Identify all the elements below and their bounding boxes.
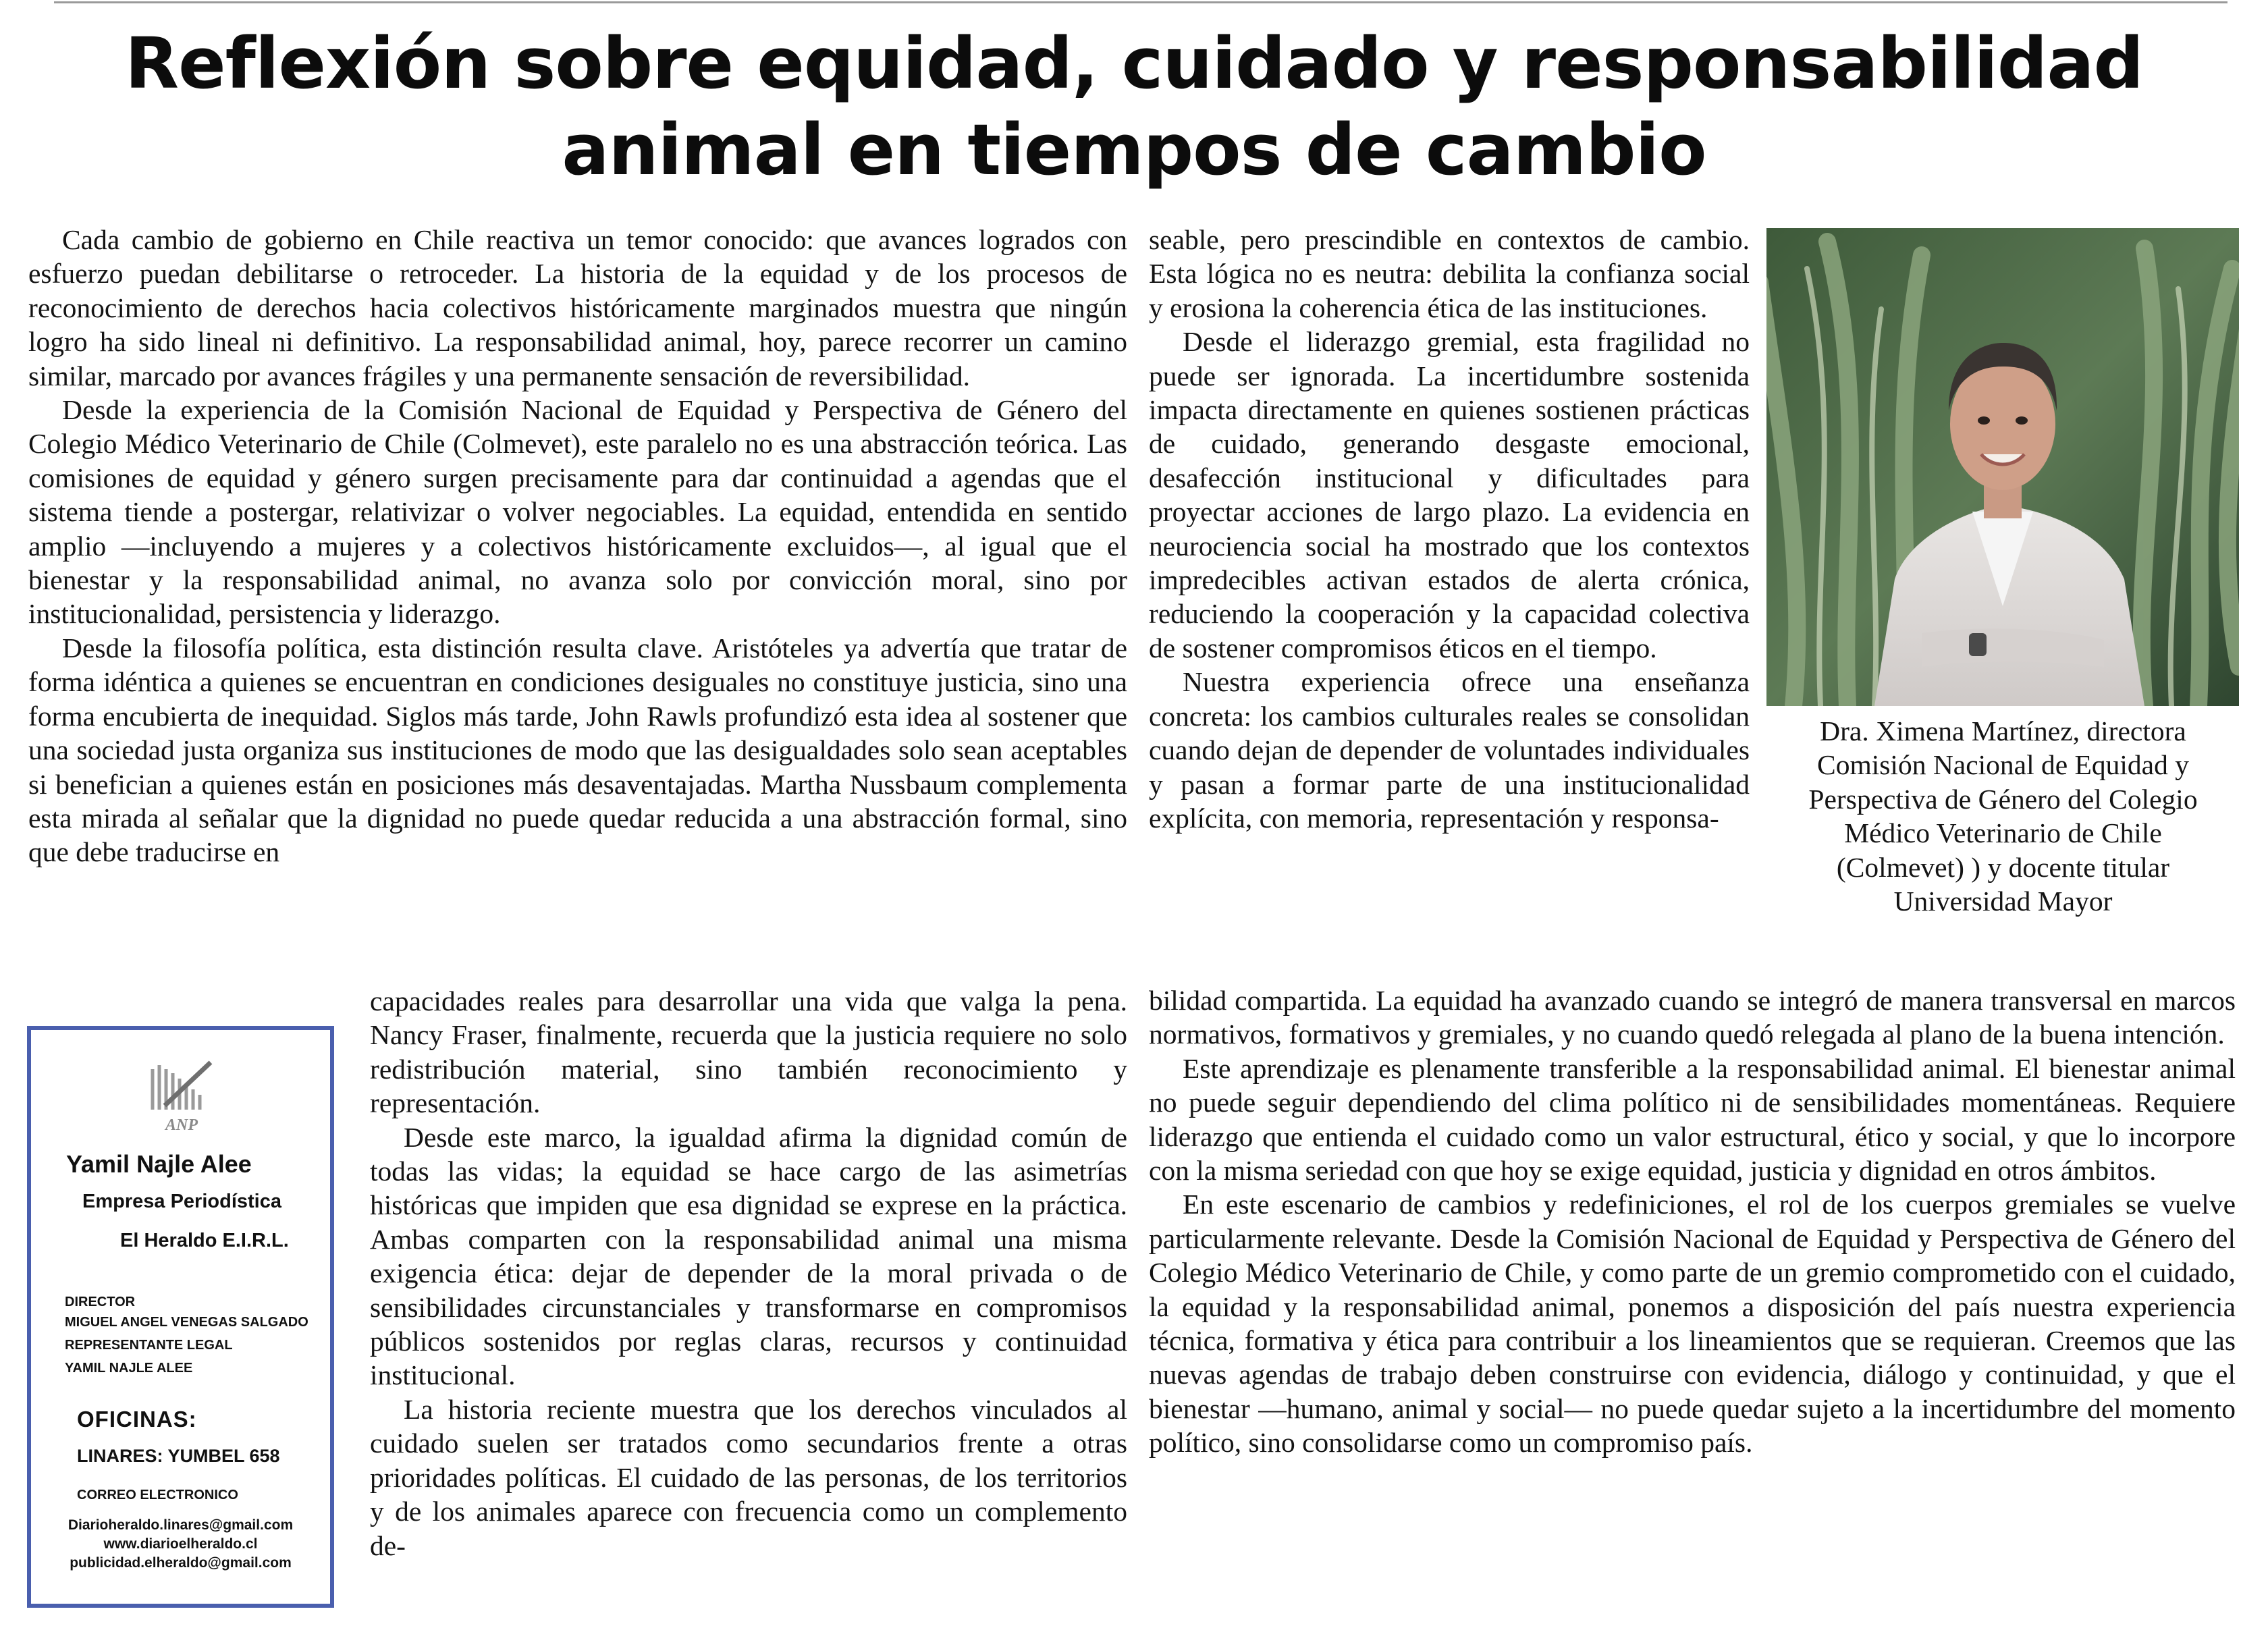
- company-name: Empresa Periodística: [82, 1191, 281, 1212]
- legal-rep-name: YAMIL NAJLE ALEE: [65, 1361, 193, 1376]
- portrait-illustration: [1766, 228, 2239, 706]
- article-paragraph: Desde el liderazgo gremial, esta fragilidad no puede ser ignorada. La incertidumbre sostenida impacta directamente en quienes sostienen prácticas de cuidado, generando desgaste emocional, desafección institucional y dificultades para proyectar acciones de largo plazo. La evidencia en neurociencia social ha mostrado que los contextos impredecibles activan estados de alerta crónica, reduciendo la cooperación y la capacidad colectiva de sostener compromisos éticos en el tiempo.: [1149, 326, 1750, 663]
- article-paragraph: En este escenario de cambios y redefiniciones, el rol de los cuerpos gremiales se vuelve particularmente relevante. Desde la Comisión Nacional de Equidad y Perspectiva de Género del Colegio Médico Veterinario de Chile, y como parte de un gremio comprometido con el cuidado, la equidad y la responsabilidad animal, ponemos a disposición del país nuestra experiencia técnica, formativa y ética para contribuir a los lineamientos que se requieran. Creemos que las nuevas agendas de trabajo deben construirse con evidencia, diálogo y continuidad, y que el bienestar —humano, animal y social— no puede quedar sujeto a la incertidumbre del momento político, sino consolidarse como un compromiso país.: [1149, 1189, 2236, 1459]
- owner-name: Yamil Najle Alee: [66, 1150, 252, 1178]
- article-column-3: [1149, 983, 2236, 1460]
- article-paragraph: Nuestra experiencia ofrece una enseñanza concreta: los cambios culturales reales se consolidan cuando dejan de depender de voluntades individuales y pasan a formar parte de una institucionalidad explícita, con memoria, representación y responsa-: [1149, 666, 1750, 834]
- director-label: DIRECTOR: [65, 1295, 136, 1309]
- caption-line: (Colmevet) ) y docente titular: [1836, 851, 2170, 883]
- anp-logo-text: ANP: [165, 1116, 198, 1134]
- headline-line-2: animal en tiempos de cambio: [562, 109, 1706, 191]
- article-paragraph: Desde la filosofía política, esta distinción resulta clave. Aristóteles ya advertía que tratar de forma idéntica a quienes se encuentran en condiciones desiguales no constituye justicia, sino una forma encubierta de inequidad. Siglos más tarde, John Rawls profundizó esta idea al sostener que una sociedad justa organiza sus instituciones de modo que las desigualdades solo sean aceptables si benefician a quienes están en posiciones más desaventajadas. Martha Nussbaum complementa esta mirada al señalar que la dignidad no puede quedar reducida a una abstracción formal, sino que debe traducirse en: [28, 632, 1127, 868]
- contact-email: Diarioheraldo.linares@gmail.com: [68, 1517, 294, 1533]
- masthead-box: [27, 1026, 334, 1608]
- director-name: MIGUEL ANGEL VENEGAS SALGADO: [65, 1315, 308, 1330]
- article-paragraph: bilidad compartida. La equidad ha avanzado cuando se integró de manera transversal en marcos normativos, formativos y gremiales, y no cuando quedó relegada al plano de la buena intención.: [1149, 985, 2236, 1050]
- office-address: LINARES: YUMBEL 658: [77, 1446, 280, 1466]
- article-column-1: [28, 223, 1127, 869]
- article-paragraph: seable, pero prescindible en contextos de cambio. Esta lógica no es neutra: debilita la confianza social y erosiona la coherencia ética de las instituciones.: [1149, 224, 1750, 323]
- article-column-2: [1149, 223, 1750, 835]
- article-paragraph: Desde la experiencia de la Comisión Nacional de Equidad y Perspectiva de Género del Colegio Médico Veterinario de Chile (Colmevet), este paralelo no es una abstracción teórica. Las comisiones de equidad y género surgen precisamente para dar continuidad a agendas que el sistema tiende a postergar, relativizar o volver negociables. La equidad, entendida en sentido amplio —incluyendo a mujeres y a colectivos históricamente excluidos—, al igual que el bienestar y la responsabilidad animal, no avanza solo por convicción moral, sino por institucionalidad, persistencia y liderazgo.: [28, 394, 1127, 630]
- top-rule: [54, 1, 2228, 3]
- contact-email: publicidad.elheraldo@gmail.com: [70, 1555, 292, 1571]
- article-column-1-lower: [370, 984, 1127, 1563]
- article-paragraph: Desde este marco, la igualdad afirma la dignidad común de todas las vidas; la equidad se hace cargo de las asimetrías históricas que impiden que esa dignidad se exprese en la práctica. Ambas comparten con la responsabilidad animal una misma exigencia ética: dejar de depender de la moral privada o de sensibilidades circunstanciales y transformarse en compromisos públicos sostenidos por reglas claras, recursos y continuidad institucional.: [370, 1121, 1127, 1391]
- article-paragraph: La historia reciente muestra que los derechos vinculados al cuidado suelen ser tratados como secundarios frente a otras prioridades políticas. El cuidado de las personas, de los territorios y de los animales aparece con frecuencia como un complemento de-: [370, 1393, 1127, 1561]
- portrait-photo: [1766, 228, 2239, 706]
- photo-caption: [1755, 714, 2251, 918]
- article-paragraph: Cada cambio de gobierno en Chile reactiva un temor conocido: que avances logrados con esfuerzo puedan debilitarse o retroceder. La historia de la equidad y de los procesos de reconocimiento de derechos hacia colectivos históricamente marginados muestra que ningún logro ha sido lineal ni definitivo. La responsabilidad animal, hoy, parece recorrer un camino similar, marcado por avances frágiles y una permanente sensación de reversibilidad.: [28, 224, 1127, 391]
- headline-line-1: Reflexión sobre equidad, cuidado y responsabilidad: [124, 22, 2144, 105]
- caption-line: Comisión Nacional de Equidad y: [1817, 749, 2189, 781]
- caption-line: Perspectiva de Género del Colegio: [1808, 783, 2198, 815]
- article-paragraph: Este aprendizaje es plenamente transferible a la responsabilidad animal. El bienestar animal no puede seguir dependiendo del clima político ni de sensibilidades momentáneas. Requiere liderazgo que entienda el cuidado como un valor estructural, ético y social, y que lo incorpore con la misma seriedad con que hoy se exige equidad, justicia y dignidad en otros ámbitos.: [1149, 1052, 2236, 1187]
- article-paragraph: capacidades reales para desarrollar una vida que valga la pena. Nancy Fraser, finalmente, recuerda que la justicia requiere no solo redistribución material, sino también reconocimiento y representación.: [370, 985, 1127, 1119]
- caption-line: Médico Veterinario de Chile: [1844, 817, 2162, 849]
- caption-line: Universidad Mayor: [1893, 886, 2113, 917]
- contact-website: www.diarioelheraldo.cl: [103, 1536, 258, 1552]
- legal-rep-label: REPRESENTANTE LEGAL: [65, 1338, 233, 1353]
- offices-label: OFICINAS:: [77, 1407, 197, 1432]
- email-label: CORREO ELECTRONICO: [77, 1488, 238, 1502]
- caption-line: Dra. Ximena Martínez, directora: [1820, 715, 2186, 747]
- article-headline: [0, 20, 2268, 193]
- newspaper-name: El Heraldo E.I.R.L.: [120, 1230, 289, 1251]
